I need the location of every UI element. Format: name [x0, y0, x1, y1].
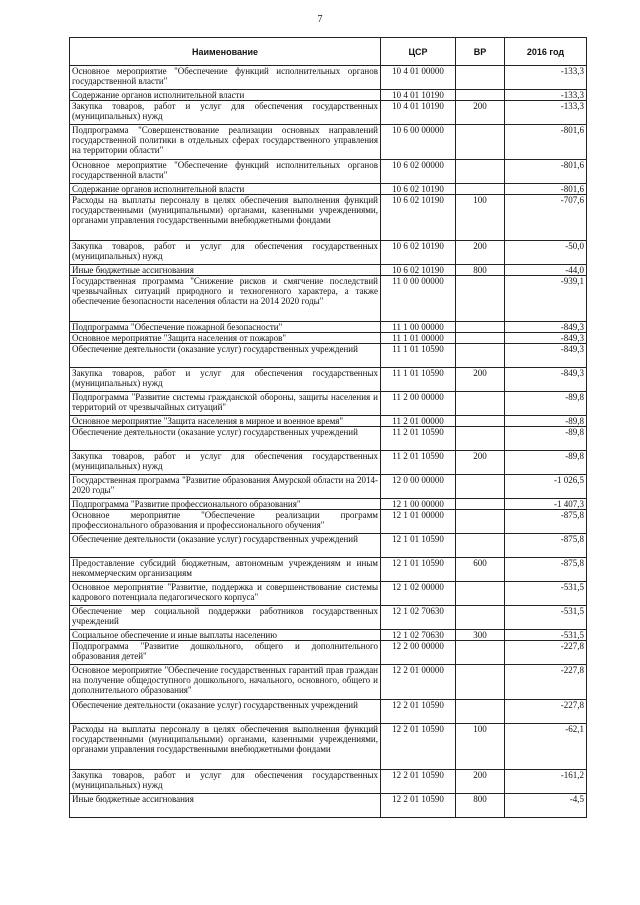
- row-value: -531,5: [505, 582, 587, 606]
- row-csr: 12 1 02 70630: [381, 606, 456, 630]
- row-csr: 10 4 01 10190: [381, 90, 456, 101]
- row-csr: 12 2 01 10590: [381, 700, 456, 724]
- row-csr: 10 6 00 00000: [381, 125, 456, 160]
- table-row: [70, 534, 587, 558]
- table-row: [70, 184, 587, 195]
- row-value: -801,6: [505, 184, 587, 195]
- row-csr: 12 2 01 10590: [381, 794, 456, 818]
- row-value: -44,0: [505, 265, 587, 276]
- table-row: [70, 700, 587, 724]
- row-csr: 10 6 02 10190: [381, 195, 456, 241]
- row-value: -133,3: [505, 101, 587, 125]
- row-value: -161,2: [505, 770, 587, 794]
- row-vr: 200: [456, 101, 505, 125]
- row-name: Подпрограмма "Обеспечение пожарной безопасности": [70, 322, 381, 333]
- row-vr: [456, 665, 505, 700]
- row-name: Закупка товаров, работ и услуг для обеспечения государственных (муниципальных) нужд: [70, 101, 381, 125]
- row-vr: 600: [456, 558, 505, 582]
- row-value: -531,5: [505, 630, 587, 641]
- row-csr: 12 1 02 00000: [381, 582, 456, 606]
- row-vr: [456, 606, 505, 630]
- row-csr: 11 2 00 00000: [381, 392, 456, 416]
- table-row: [70, 90, 587, 101]
- row-name: Содержание органов исполнительной власти: [70, 90, 381, 101]
- row-value: -801,6: [505, 125, 587, 160]
- row-csr: 12 1 01 10590: [381, 558, 456, 582]
- row-name: Основное мероприятие "Защита населения от пожаров": [70, 333, 381, 344]
- row-name: Основное мероприятие "Обеспечение функций исполнительных органов государственной власти": [70, 66, 381, 90]
- row-value: -227,8: [505, 700, 587, 724]
- row-csr: 11 1 01 10590: [381, 368, 456, 392]
- row-name: Государственная программа "Развитие образования Амурской области на 2014-2020 годы": [70, 475, 381, 499]
- row-name: Расходы на выплаты персоналу в целях обеспечения выполнения функций государственными (муниципальными) органами, казенными учреждениями, органами управления государственными внебюджетными фондами: [70, 724, 381, 770]
- row-csr: 12 2 01 10590: [381, 724, 456, 770]
- row-name: Иные бюджетные ассигнования: [70, 265, 381, 276]
- row-name: Социальное обеспечение и иные выплаты населению: [70, 630, 381, 641]
- row-value: -4,5: [505, 794, 587, 818]
- row-vr: 200: [456, 241, 505, 265]
- row-vr: [456, 641, 505, 665]
- row-csr: 10 6 02 10190: [381, 241, 456, 265]
- row-value: -1 407,3: [505, 499, 587, 510]
- row-name: Обеспечение деятельности (оказание услуг) государственных учреждений: [70, 700, 381, 724]
- row-vr: 800: [456, 794, 505, 818]
- table-row: [70, 368, 587, 392]
- row-value: -875,8: [505, 558, 587, 582]
- table-row: [70, 265, 587, 276]
- row-name: Содержание органов исполнительной власти: [70, 184, 381, 195]
- row-csr: 12 2 00 00000: [381, 641, 456, 665]
- row-value: -707,6: [505, 195, 587, 241]
- row-vr: 100: [456, 724, 505, 770]
- row-csr: 12 1 02 70630: [381, 630, 456, 641]
- row-csr: 12 0 00 00000: [381, 475, 456, 499]
- row-value: -227,8: [505, 665, 587, 700]
- row-name: Предоставление субсидий бюджетным, автономным учреждениям и иным некоммерческим организациям: [70, 558, 381, 582]
- row-name: Закупка товаров, работ и услуг для обеспечения государственных (муниципальных) нужд: [70, 770, 381, 794]
- table-row: [70, 427, 587, 451]
- row-vr: [456, 700, 505, 724]
- row-vr: [456, 160, 505, 184]
- table-row: [70, 416, 587, 427]
- table-row: [70, 241, 587, 265]
- row-vr: [456, 582, 505, 606]
- row-csr: 11 2 01 10590: [381, 427, 456, 451]
- table-row: [70, 322, 587, 333]
- table-row: [70, 499, 587, 510]
- row-vr: [456, 184, 505, 195]
- header-csr: ЦСР: [381, 38, 456, 66]
- budget-table: [69, 37, 587, 818]
- row-csr: 10 6 02 10190: [381, 265, 456, 276]
- row-csr: 12 2 01 10590: [381, 770, 456, 794]
- table-row: [70, 276, 587, 322]
- row-value: -849,3: [505, 333, 587, 344]
- table-row: [70, 392, 587, 416]
- row-vr: 100: [456, 195, 505, 241]
- row-csr: 11 1 00 00000: [381, 322, 456, 333]
- row-value: -849,3: [505, 322, 587, 333]
- row-name: Расходы на выплаты персоналу в целях обеспечения выполнения функций государственными (муниципальными) органами, казенными учреждениями, органами управления государственными внебюджетными фондами: [70, 195, 381, 241]
- row-vr: [456, 510, 505, 534]
- header-vr: ВР: [456, 38, 505, 66]
- row-vr: [456, 333, 505, 344]
- row-name: Обеспечение деятельности (оказание услуг) государственных учреждений: [70, 534, 381, 558]
- row-csr: 12 1 01 10590: [381, 534, 456, 558]
- table-row: [70, 451, 587, 475]
- table-row: [70, 665, 587, 700]
- row-value: -849,3: [505, 344, 587, 368]
- row-vr: [456, 66, 505, 90]
- row-value: -227,8: [505, 641, 587, 665]
- table-row: [70, 582, 587, 606]
- row-value: -1 026,5: [505, 475, 587, 499]
- row-vr: [456, 392, 505, 416]
- table-row: [70, 344, 587, 368]
- row-csr: 11 2 01 00000: [381, 416, 456, 427]
- page-number: 7: [317, 14, 323, 25]
- row-vr: [456, 416, 505, 427]
- row-vr: [456, 534, 505, 558]
- row-csr: 12 1 01 00000: [381, 510, 456, 534]
- table-header-row: [70, 38, 587, 66]
- table-row: [70, 125, 587, 160]
- row-name: Обеспечение мер социальной поддержки работников государственных учреждений: [70, 606, 381, 630]
- row-csr: 10 6 02 00000: [381, 160, 456, 184]
- table-row: [70, 101, 587, 125]
- row-csr: 11 0 00 00000: [381, 276, 456, 322]
- row-name: Закупка товаров, работ и услуг для обеспечения государственных (муниципальных) нужд: [70, 241, 381, 265]
- row-name: Основное мероприятие "Обеспечение государственных гарантий прав граждан на получение общедоступного дошкольного, начального, основного, общего и дополнительного образования": [70, 665, 381, 700]
- row-value: -801,6: [505, 160, 587, 184]
- table-row: [70, 794, 587, 818]
- table-row: [70, 510, 587, 534]
- table-row: [70, 160, 587, 184]
- row-value: -89,8: [505, 392, 587, 416]
- row-value: -531,5: [505, 606, 587, 630]
- row-name: Подпрограмма "Развитие системы гражданской обороны, защиты населения и территорий от чрезвычайных ситуаций": [70, 392, 381, 416]
- row-value: -133,3: [505, 66, 587, 90]
- row-csr: 11 1 01 10590: [381, 344, 456, 368]
- row-value: -939,1: [505, 276, 587, 322]
- row-vr: [456, 125, 505, 160]
- table-row: [70, 195, 587, 241]
- table-row: [70, 641, 587, 665]
- row-name: Подпрограмма "Совершенствование реализации основных направлений государственной политики в отдельных сферах государственного управления на территории области": [70, 125, 381, 160]
- row-csr: 12 1 00 00000: [381, 499, 456, 510]
- row-vr: [456, 90, 505, 101]
- table-row: [70, 333, 587, 344]
- row-name: Основное мероприятие "Защита населения в мирное и военное время": [70, 416, 381, 427]
- table-row: [70, 770, 587, 794]
- row-value: -89,8: [505, 451, 587, 475]
- table-row: [70, 66, 587, 90]
- row-vr: 200: [456, 451, 505, 475]
- table-row: [70, 475, 587, 499]
- row-vr: 300: [456, 630, 505, 641]
- header-year: 2016 год: [505, 38, 587, 66]
- row-csr: 11 1 01 00000: [381, 333, 456, 344]
- row-name: Государственная программа "Снижение рисков и смягчение последствий чрезвычайных ситуаций природного и техногенного характера, а также обеспечение безопасности населения области на 2014 2020 годы": [70, 276, 381, 322]
- row-name: Основное мероприятие "Обеспечение реализации программ профессионального образования и профессионального обучения": [70, 510, 381, 534]
- header-name: Наименование: [70, 38, 381, 66]
- row-value: -89,8: [505, 416, 587, 427]
- row-csr: 10 6 02 10190: [381, 184, 456, 195]
- row-vr: [456, 276, 505, 322]
- row-value: -133,3: [505, 90, 587, 101]
- row-csr: 10 4 01 10190: [381, 101, 456, 125]
- row-csr: 12 2 01 00000: [381, 665, 456, 700]
- row-value: -875,8: [505, 534, 587, 558]
- row-value: -50,0: [505, 241, 587, 265]
- row-name: Подпрограмма "Развитие дошкольного, общего и дополнительного образования детей": [70, 641, 381, 665]
- table-row: [70, 606, 587, 630]
- row-name: Основное мероприятие "Развитие, поддержка и совершенствование системы кадрового потенциала педагогического корпуса": [70, 582, 381, 606]
- row-value: -62,1: [505, 724, 587, 770]
- row-vr: [456, 344, 505, 368]
- row-value: -89,8: [505, 427, 587, 451]
- row-value: -875,8: [505, 510, 587, 534]
- row-name: Иные бюджетные ассигнования: [70, 794, 381, 818]
- row-csr: 10 4 01 00000: [381, 66, 456, 90]
- table-body: [70, 66, 587, 818]
- row-name: Основное мероприятие "Обеспечение функций исполнительных органов государственной власти": [70, 160, 381, 184]
- row-name: Закупка товаров, работ и услуг для обеспечения государственных (муниципальных) нужд: [70, 451, 381, 475]
- row-value: -849,3: [505, 368, 587, 392]
- row-name: Подпрограмма "Развитие профессионального образования": [70, 499, 381, 510]
- row-vr: [456, 499, 505, 510]
- row-csr: 11 2 01 10590: [381, 451, 456, 475]
- table-row: [70, 630, 587, 641]
- row-vr: 200: [456, 770, 505, 794]
- row-name: Обеспечение деятельности (оказание услуг) государственных учреждений: [70, 344, 381, 368]
- row-vr: [456, 427, 505, 451]
- row-name: Закупка товаров, работ и услуг для обеспечения государственных (муниципальных) нужд: [70, 368, 381, 392]
- row-vr: [456, 475, 505, 499]
- table-row: [70, 558, 587, 582]
- row-vr: [456, 322, 505, 333]
- row-name: Обеспечение деятельности (оказание услуг) государственных учреждений: [70, 427, 381, 451]
- row-vr: 800: [456, 265, 505, 276]
- row-vr: 200: [456, 368, 505, 392]
- table-row: [70, 724, 587, 770]
